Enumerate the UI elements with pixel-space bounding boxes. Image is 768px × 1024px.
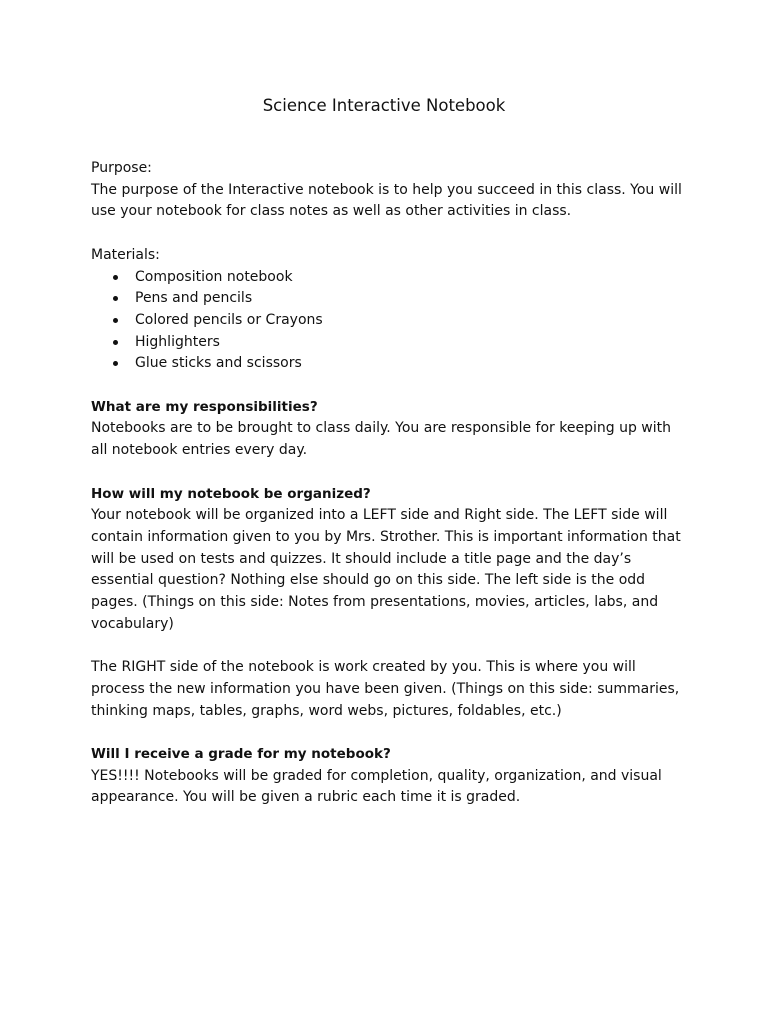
materials-list-item: Glue sticks and scissors	[111, 353, 691, 375]
organization-section	[91, 484, 691, 636]
organization-heading: How will my notebook be organized?	[91, 485, 371, 502]
materials-list-item: Colored pencils or Crayons	[111, 310, 691, 332]
grade-section	[91, 744, 691, 809]
responsibilities-text: Notebooks are to be brought to class daily. You are responsible for keeping up with all notebook entries every day.	[91, 420, 671, 459]
purpose-section	[91, 158, 691, 223]
document-body	[91, 158, 691, 831]
responsibilities-heading: What are my responsibilities?	[91, 398, 318, 415]
purpose-label: Purpose:	[91, 160, 152, 176]
responsibilities-section	[91, 397, 691, 462]
organization-right-section	[91, 657, 691, 722]
grade-heading: Will I receive a grade for my notebook?	[91, 745, 391, 762]
organization-right-text: The RIGHT side of the notebook is work created by you. This is where you will process the new information you have been given. (Things on this side: summaries, thinking maps, tables, graphs, word webs, pictures, foldables, etc.)	[91, 659, 680, 719]
document-title: Science Interactive Notebook	[262, 96, 506, 115]
materials-list	[91, 267, 691, 376]
materials-list-item: Highlighters	[111, 332, 691, 354]
materials-label: Materials:	[91, 246, 160, 263]
materials-section	[91, 245, 691, 375]
materials-list-item: Pens and pencils	[111, 288, 691, 310]
purpose-text: The purpose of the Interactive notebook is to help you succeed in this class. You will use your notebook for class notes as well as other activities in class.	[91, 181, 682, 220]
organization-left-text: Your notebook will be organized into a LEFT side and Right side. The LEFT side will contain information given to you by Mrs. Strother. This is important information that will be used on tests and quizzes. It should include a title page and the day’s essential question? Nothing else should go on this side. The left side is the odd pages. (Things on this side: Notes from presentations, movies, articles, labs, and vocabulary)	[91, 507, 681, 632]
materials-list-item: Composition notebook	[111, 267, 691, 289]
grade-text: YES!!!! Notebooks will be graded for completion, quality, organization, and visual appearance. You will be given a rubric each time it is graded.	[91, 767, 662, 806]
